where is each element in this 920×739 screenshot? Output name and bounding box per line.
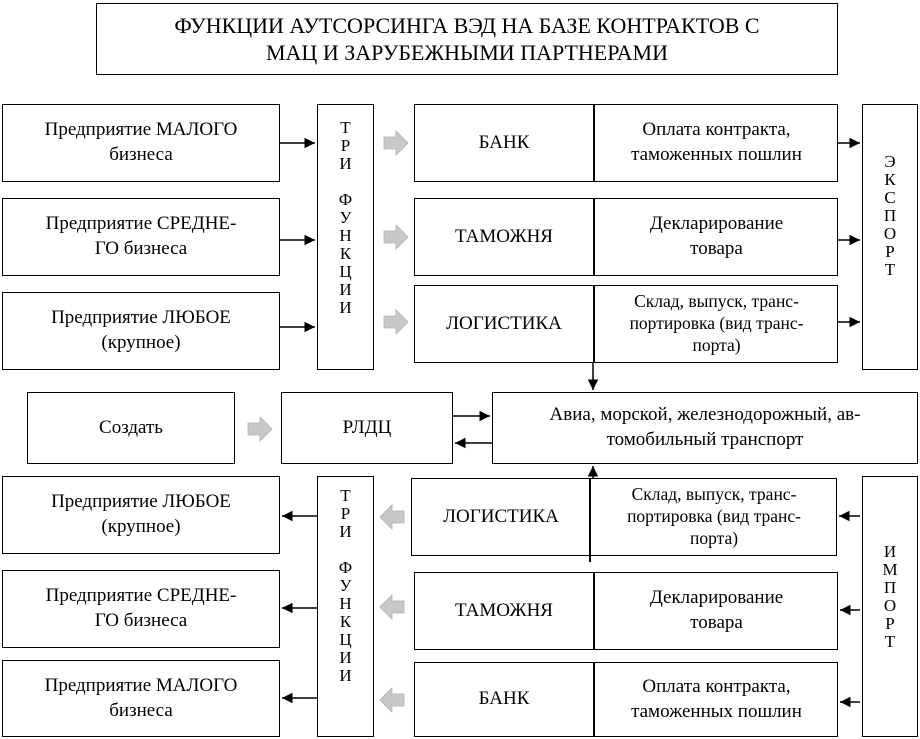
import-bank-name bbox=[414, 662, 594, 737]
export-logistics-desc bbox=[595, 285, 838, 363]
export-three-functions-label: Т Р И Ф У Н К Ц И И bbox=[338, 118, 353, 317]
import-enterprise-medium-label: Предприятие СРЕДНЕ- ГО бизнеса bbox=[45, 585, 237, 631]
import-bank-desc bbox=[595, 662, 838, 737]
export-bank-desc bbox=[595, 104, 838, 182]
import-side-label bbox=[862, 476, 918, 737]
transport-label: Авиа, морской, железнодорожный, ав- томобильный транспорт bbox=[549, 404, 861, 450]
diagram-title bbox=[96, 3, 838, 75]
import-logistics-name-label: ЛОГИСТИКА bbox=[443, 505, 559, 527]
export-three-functions bbox=[317, 104, 374, 370]
import-customs-desc-label: Декларирование товара bbox=[649, 587, 784, 633]
import-enterprise-large bbox=[2, 476, 280, 554]
diagram-title-text: ФУНКЦИИ АУТСОРСИНГА ВЭД НА БАЗЕ КОНТРАКТОВ С МАЦ И ЗАРУБЕЖНЫМИ ПАРТНЕРАМИ bbox=[174, 12, 760, 65]
export-enterprise-large-label: Предприятие ЛЮБОЕ (крупное) bbox=[51, 307, 231, 353]
import-customs-name bbox=[414, 572, 594, 650]
import-logistics-desc bbox=[591, 478, 837, 556]
rldc-label: РЛДЦ bbox=[342, 416, 392, 438]
create-box bbox=[27, 392, 235, 464]
export-logistics-desc-label: Склад, выпуск, транс- портировка (вид транс- порта) bbox=[629, 291, 804, 355]
export-side-label bbox=[862, 104, 918, 370]
import-enterprise-small bbox=[2, 660, 280, 737]
import-customs-desc bbox=[595, 572, 838, 650]
import-bank-desc-label: Оплата контракта, таможенных пошлин bbox=[631, 675, 802, 722]
transport-box bbox=[492, 392, 918, 464]
gray-arrow-import-customs bbox=[380, 595, 404, 619]
gray-arrow-create-to-rldc bbox=[248, 417, 272, 441]
export-bank-name-label: БАНК bbox=[478, 131, 530, 153]
import-bank-name-label: БАНК bbox=[478, 688, 530, 710]
export-customs-name-label: ТАМОЖНЯ bbox=[455, 225, 553, 247]
import-logistics-name bbox=[411, 478, 591, 556]
import-three-functions bbox=[317, 476, 374, 737]
import-logistics-desc-label: Склад, выпуск, транс- портировка (вид транс- порта) bbox=[627, 484, 801, 548]
export-enterprise-medium bbox=[2, 198, 280, 276]
import-side-label-text: И М П О Р Т bbox=[882, 542, 898, 651]
import-customs-name-label: ТАМОЖНЯ bbox=[455, 599, 553, 621]
export-bank-name bbox=[414, 104, 594, 182]
gray-arrow-import-logistics bbox=[380, 505, 404, 529]
export-enterprise-small bbox=[2, 104, 280, 182]
gray-arrow-export-bank bbox=[384, 131, 408, 155]
import-enterprise-medium bbox=[2, 570, 280, 648]
rldc-box bbox=[281, 392, 453, 464]
export-enterprise-medium-label: Предприятие СРЕДНЕ- ГО бизнеса bbox=[45, 213, 237, 259]
export-enterprise-small-label: Предприятие МАЛОГО бизнеса bbox=[44, 119, 238, 165]
export-logistics-name bbox=[414, 285, 594, 363]
import-three-functions-label: Т Р И Ф У Н К Ц И И bbox=[338, 486, 353, 685]
import-enterprise-large-label: Предприятие ЛЮБОЕ (крупное) bbox=[51, 491, 231, 537]
export-enterprise-large bbox=[2, 292, 280, 370]
export-bank-desc-label: Оплата контракта, таможенных пошлин bbox=[631, 119, 802, 165]
import-enterprise-small-label: Предприятие МАЛОГО бизнеса bbox=[44, 674, 238, 721]
gray-arrow-export-logistics bbox=[384, 310, 408, 334]
create-label: Создать bbox=[99, 416, 163, 438]
export-customs-name bbox=[414, 198, 594, 276]
gray-arrow-export-customs bbox=[384, 225, 408, 249]
gray-arrow-import-bank bbox=[380, 688, 404, 712]
export-customs-desc bbox=[595, 198, 838, 276]
export-logistics-name-label: ЛОГИСТИКА bbox=[446, 312, 562, 334]
export-side-label-text: Э К С П О Р Т bbox=[883, 152, 897, 279]
export-customs-desc-label: Декларирование товара bbox=[649, 213, 784, 259]
